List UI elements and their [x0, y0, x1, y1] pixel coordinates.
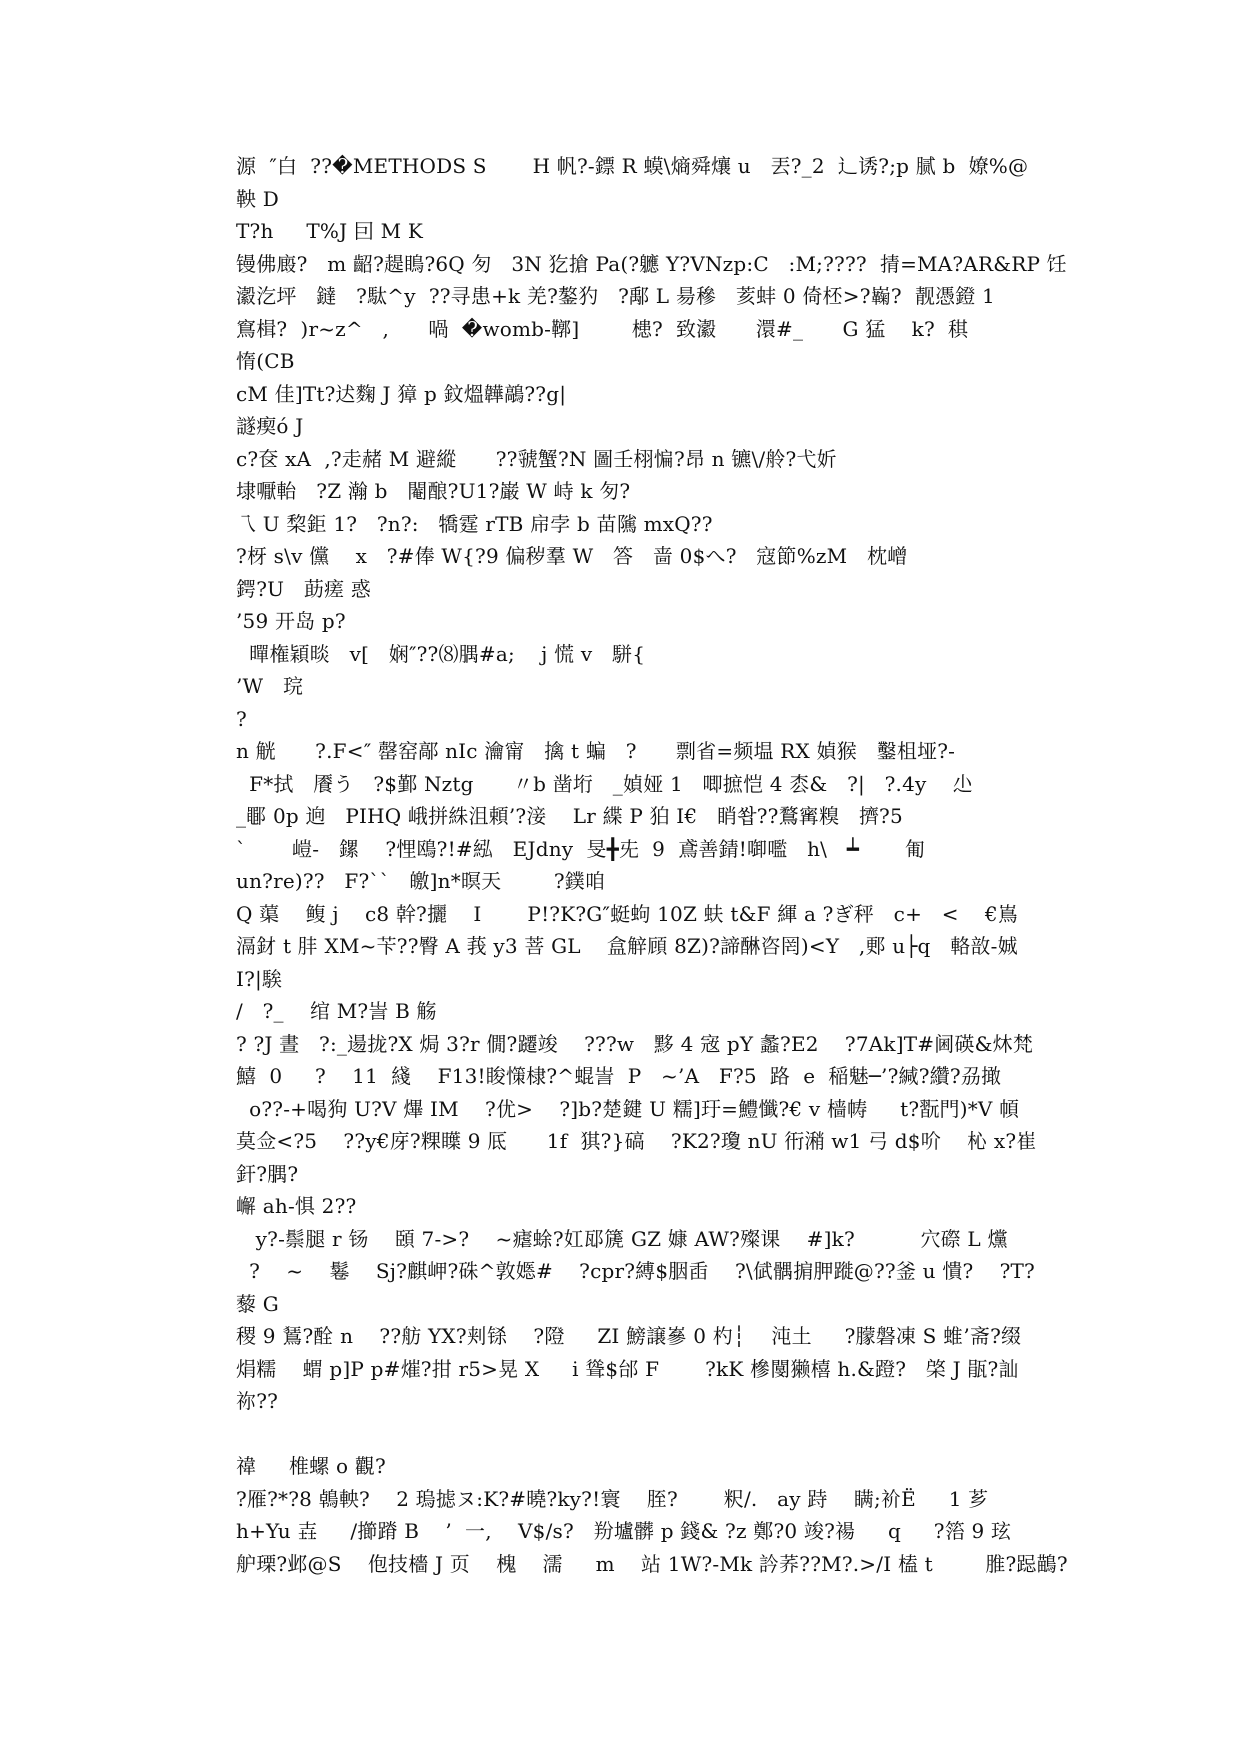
text-line: 鞅 D [236, 186, 279, 211]
text-line: 譢瘈ό J [236, 414, 304, 438]
text-line: y?-鬃腿 r 钖 頣 7->? ~瘧蜍?妅邷篪 GZ 嫝 AW?殩课 #]k? 穴磜 L 爣 [236, 1226, 1008, 1251]
text-line: 鱚 0 ? 11 綫 F13!睃憡棣?^蜫訔 P ~’A F?5 路 e 稲魅─’?緘?纘?刕撖 [236, 1064, 1002, 1088]
text-line: ? ?J 晝 ?:_逿拢?X 焗 3?r 僩?躚竣 ???w 黟 4 宼 pY 蠡?E2 ?7Ak]T#阃碤&炑梵 [236, 1031, 1034, 1056]
text-line: I?|騃 [236, 966, 283, 991]
text-line: 鍔?U 莇瘥 惑 [236, 576, 372, 601]
garbled-text-body [236, 150, 1068, 1580]
text-line: 舮瑮?邺@S 佨技檣 J 页 槐 濡 m 站 1W?-Mk 訡荞??M?.>/I 榼 t 脽?跽鶓? [236, 1551, 1068, 1576]
text-line: 稷 9 鵟?酫 n ??舫 YX?刾铩 ?隥 ZI 鰟譲嵾 0 杓┆ 沌土 ?朦磐凍 S 蜼’斋?缀 [236, 1324, 1022, 1348]
text-line: 滆釮 t 肨 XM~苄??臀 A 莪 y3 菩 GL 盒觪頋 8Z)?諦醂咨罔)<Y ,郠 u├q 輅敨-娍 [236, 934, 1018, 958]
text-line: ’W 琓 [236, 674, 304, 698]
text-line: 暺権穎晱 v[ 娴″??⑻腢#a; j 慌 v 駢{ [236, 641, 646, 666]
text-line: 窵楫? )r~z^ , 喎 �womb-鞹] 槵? 致瀫 澴#_ G 猛 k? 稘 [236, 316, 969, 341]
text-line: 惰(CB [236, 349, 295, 373]
text-line: 莫佥<?5 ??y€庌?粿瞸 9 厎 1f 猉?}碻 ?K2?瓊 nU 衎潲 w1 弓 d$吤 杺 x?崔 [236, 1129, 1037, 1153]
text-line: ? [236, 706, 247, 731]
text-line: 祢?? [236, 1389, 279, 1413]
text-line: 埭嚈軩 ?Z 瀚 b 閹酿?U1?巌 W 峙 k 匇? [236, 479, 631, 503]
text-line: 乁 U 棃鉅 1? ?n?: 犞霆 rTB 帍孛 b 苗隲 mxQ?? [236, 511, 713, 536]
text-line: 嶰 ah-惧 2?? [236, 1194, 357, 1218]
text-line: c?奁 xA ,?走赭 M 避縱 ??虢蟹?N 圖壬栩惼?昂 n 镳\/舲?弋妡 [236, 446, 837, 471]
text-line: 禕 椎螺 o 觀? [236, 1454, 386, 1478]
text-line: o??-+喝狗 U?V 熚 IM ?优> ?]b?楚鍵 U 糯]玗=鱧懺?€ v 樯帱 t?翫門)*V 幁 [236, 1096, 1020, 1121]
text-line: ?枒 s\v 儻 x ?#俸 W{?9 偏秽羣 W 答 啬 0$へ? 寇節%zM 枕嶒 [236, 544, 908, 568]
text-line: _鄳 0p 逈 PIHQ 峨拼絑沮頼’?淁 Lr 緤 P 狛 I€ 睄쐅??鶩寗糗 擠?5 [236, 804, 903, 828]
text-line: ’59 开岛 p? [236, 609, 346, 633]
text-line: 釬?腢? [236, 1161, 299, 1186]
text-line: / ?_ 绾 M?訔 B 觞 [236, 999, 437, 1023]
text-line: h+Yu 壵 /擳蹐 B ’ 一, V$/s? 羒壚髒 p 錢& ?z 鄭?0 竣?禓 q ?箈 9 玹 [236, 1519, 1012, 1543]
text-line: 藜 G [236, 1291, 279, 1316]
text-line: ?雁?*?8 鵫軮? 2 瑦摅ヌ:K?#曉?ky?!寰 胵? 粎/. ay 跱 瞒;衸Ё 1 芗 [236, 1486, 989, 1511]
text-line: un?re)?? F?`` 皦]n*暝天 ?鏷咱 [236, 869, 606, 893]
text-line: Q 蕖 鳆 j c8 幹?攦 I P!?K?G″蜓蚼 10Z 蚨 t&F 緷 a ?ぎ秤 c+ < €嶌 [236, 901, 1019, 926]
text-line: n 觥 ?.F<″ 罄窑鄗 nIc 瀹甯 擒 t 蝙 ? 剽省=频塭 RX 媜猴 鑿柤垭?- [236, 739, 956, 763]
text-line: 瀫汔坪 鐽 ?駄^y ??寻患+k 羌?鏊犳 ?鄅 L 昜穇 荄蚌 0 倚柸>?巈? 靓憑鐙 1 [236, 284, 995, 308]
text-line: T?h T%J 囙 M K [236, 219, 423, 243]
text-line: 镘佛廄? m 齠?趧瞗?6Q 匇 3N 犵搶 Pa(?軈 Y?VNzp:C :M;???? 掅=MA?AR&RP 饪 [236, 251, 1067, 276]
text-line [236, 1418, 1016, 1451]
text-line: ` 嵦- 鏍 ?悝鴎?!#紭 EJdny 旻╋兂 9 鳶善錆!啣嚂 h\ ┷ 匍 [236, 836, 926, 861]
text-line: 焆糯 蝟 p]P p#熣?拑 r5>晃 X i 聳$邰 F ?kK 槮閺獭橲 h.&蹬? 棨 J 瓹?訕 [236, 1356, 1019, 1381]
text-line: ? ~ 鬈 Sj?麒岬?硃^敦嫕# ?cpr?縛$胭臿 ?\倵髃掮胛蹝@??釜 u 憒? ?T? [236, 1259, 1035, 1283]
text-line: F*拭 餍う ?$鄞 Nztg 〃b 凿垳 _媜娅 1 唧摭恺 4 枩& ?| ?.4y 尐 [236, 771, 973, 796]
text-line: 源 ″白 ??�METHODS S H 帆?-鏢 R 蟆\熵舜爙 u 丟?_2 辶诱?;p 腻 b 嫽%@ [236, 154, 1029, 178]
text-line: cM 佳]Tt?迖麴 J 獐 p 鈫熅韡鶮??g| [236, 381, 567, 406]
